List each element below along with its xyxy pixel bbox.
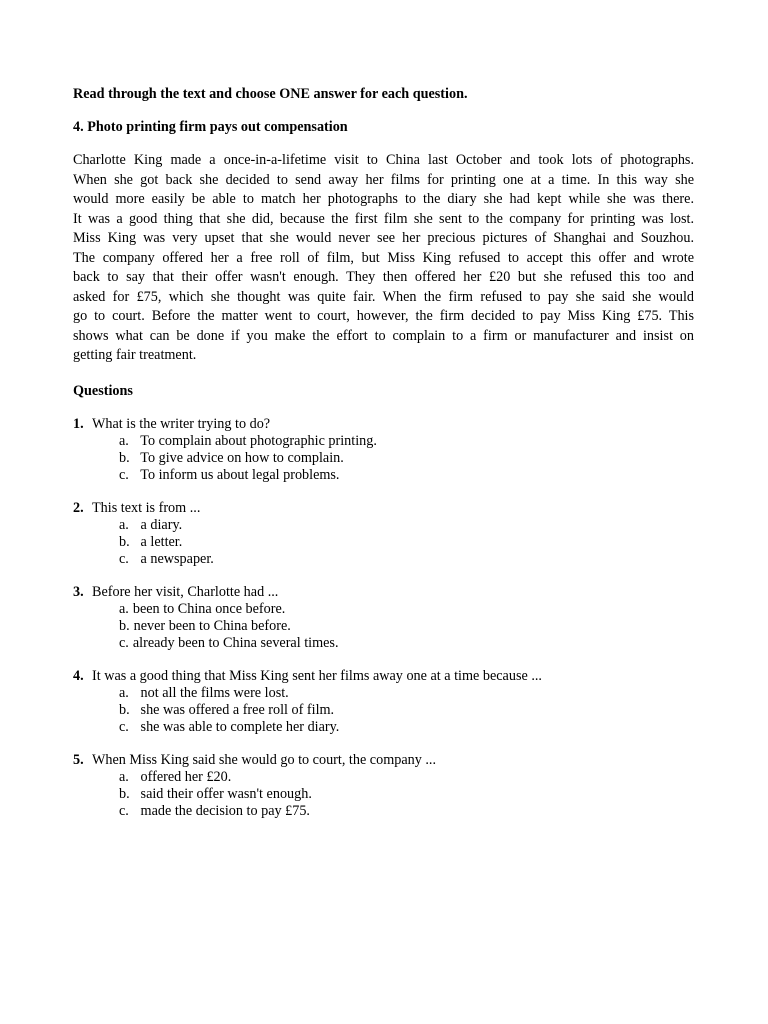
passage-heading: 4. Photo printing firm pays out compensation	[73, 119, 348, 135]
answer-option	[73, 702, 542, 719]
answer-option	[73, 433, 377, 450]
option-letter: c.	[119, 719, 129, 735]
instructions: Read through the text and choose ONE answer for each question.	[73, 86, 468, 102]
option-letter: b.	[119, 534, 130, 550]
option-text: never been to China before.	[133, 618, 291, 634]
answer-option	[73, 618, 339, 635]
question-3	[73, 584, 339, 652]
question-5	[73, 752, 436, 820]
question-text: This text is from ...	[92, 500, 201, 516]
option-text: already been to China several times.	[132, 635, 339, 651]
option-text: offered her £20.	[140, 769, 232, 785]
option-letter: b.	[119, 786, 130, 802]
option-letter: a.	[119, 685, 129, 701]
option-text: a newspaper.	[140, 551, 214, 567]
option-text: been to China once before.	[132, 601, 286, 617]
option-letter: a.	[119, 517, 129, 533]
passage-line: Miss King was very upset that she would never see her precious pictures of Shanghai and Souzhou.	[73, 230, 694, 246]
answer-option	[73, 601, 339, 618]
question-4	[73, 668, 542, 736]
option-letter: c.	[119, 551, 129, 567]
option-letter: b.	[119, 702, 130, 718]
question-text: Before her visit, Charlotte had ...	[92, 584, 279, 600]
answer-option	[73, 786, 436, 803]
passage-line: shows what can be done if you make the effort to complain to a firm or manufacturer and insist on	[73, 327, 694, 344]
option-text: a diary.	[140, 517, 183, 533]
answer-option	[73, 551, 214, 568]
question-text: When Miss King said she would go to court, the company ...	[92, 752, 436, 768]
option-letter: b.	[119, 618, 130, 634]
option-letter: c.	[119, 803, 129, 819]
questions-title: Questions	[73, 383, 133, 399]
question-number: 2.	[73, 500, 84, 516]
question-number: 1.	[73, 416, 84, 432]
option-letter: a.	[119, 433, 129, 449]
question-number: 5.	[73, 752, 84, 768]
passage-line: go to court. Before the matter went to court, however, the firm decided to pay Miss King £75. This	[73, 308, 694, 324]
answer-option	[73, 534, 214, 551]
option-letter: a.	[119, 601, 129, 617]
passage-line: back to say that their offer wasn't enough. They then offered her £20 but she refused this too and	[73, 269, 694, 285]
question-number: 4.	[73, 668, 84, 684]
answer-option	[73, 719, 542, 736]
answer-option	[73, 769, 436, 786]
option-text: To give advice on how to complain.	[140, 450, 344, 466]
option-letter: c.	[119, 635, 129, 651]
answer-option	[73, 803, 436, 820]
option-text: not all the films were lost.	[140, 685, 289, 701]
answer-option	[73, 517, 214, 534]
answer-option	[73, 635, 339, 652]
passage-line: Charlotte King made a once-in-a-lifetime visit to China last October and took lots of photographs.	[73, 152, 694, 168]
passage-line: When she got back she decided to send away her films for printing one at a time. In this way she	[73, 171, 694, 188]
answer-option	[73, 467, 377, 484]
question-1	[73, 416, 377, 484]
option-text: a letter.	[140, 534, 183, 550]
option-text: To inform us about legal problems.	[140, 467, 340, 483]
passage-line: It was a good thing that she did, because the first film she sent to the company for printing was lost.	[73, 210, 694, 227]
question-text: It was a good thing that Miss King sent her films away one at a time because ...	[92, 668, 542, 684]
passage-line: asked for £75, which she thought was quite fair. When the firm refused to pay she said she would	[73, 288, 694, 305]
option-text: she was offered a free roll of film.	[140, 702, 335, 718]
option-letter: a.	[119, 769, 129, 785]
question-text: What is the writer trying to do?	[92, 416, 271, 432]
option-text: made the decision to pay £75.	[140, 803, 310, 819]
passage-line: getting fair treatment.	[73, 347, 197, 363]
answer-option	[73, 685, 542, 702]
option-text: she was able to complete her diary.	[140, 719, 340, 735]
passage-line: The company offered her a free roll of film, but Miss King refused to accept this offer and wrote	[73, 249, 694, 266]
option-text: To complain about photographic printing.	[140, 433, 377, 449]
question-number: 3.	[73, 584, 84, 600]
passage-text	[73, 151, 694, 366]
option-letter: b.	[119, 450, 130, 466]
question-2	[73, 500, 214, 568]
answer-option	[73, 450, 377, 467]
passage-line: would more easily be able to match her photographs to the diary she had kept while she was there.	[73, 191, 694, 207]
option-text: said their offer wasn't enough.	[140, 786, 312, 802]
option-letter: c.	[119, 467, 129, 483]
